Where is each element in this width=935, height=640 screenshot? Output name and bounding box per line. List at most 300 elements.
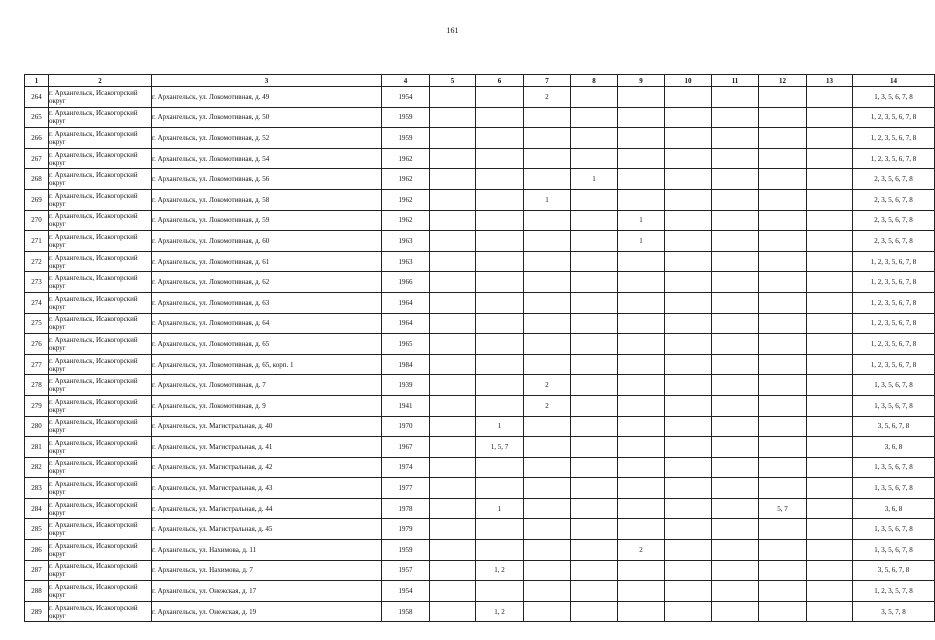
- col14-cell: 1, 3, 5, 6, 7, 8: [853, 540, 935, 561]
- col8-cell: [571, 334, 618, 355]
- col10-cell: [665, 251, 712, 272]
- col14-cell: 2, 3, 5, 6, 7, 8: [853, 169, 935, 190]
- address-cell: г. Архангельск, ул. Локомотивная, д. 62: [152, 272, 382, 293]
- row-number: 288: [25, 581, 49, 602]
- col13-cell: [807, 334, 853, 355]
- col6-cell: 1, 5, 7: [476, 437, 524, 458]
- col8-cell: [571, 292, 618, 313]
- column-header-1: 1: [25, 75, 49, 87]
- col9-cell: [618, 292, 665, 313]
- col5-cell: [430, 395, 476, 416]
- col5-cell: [430, 416, 476, 437]
- table-row: [25, 210, 935, 231]
- col13-cell: [807, 601, 853, 622]
- col12-cell: [759, 231, 807, 252]
- address-cell: г. Архангельск, ул. Локомотивная, д. 50: [152, 107, 382, 128]
- col8-cell: [571, 189, 618, 210]
- col14-cell: 1, 3, 5, 6, 7, 8: [853, 478, 935, 499]
- col13-cell: [807, 210, 853, 231]
- col5-cell: [430, 87, 476, 108]
- row-number: 276: [25, 334, 49, 355]
- address-cell: г. Архангельск, ул. Локомотивная, д. 56: [152, 169, 382, 190]
- col7-cell: 2: [524, 87, 571, 108]
- col14-cell: 2, 3, 5, 6, 7, 8: [853, 231, 935, 252]
- col10-cell: [665, 148, 712, 169]
- table-row: [25, 375, 935, 396]
- col7-cell: [524, 313, 571, 334]
- col14-cell: 1, 2, 3, 5, 6, 7, 8: [853, 272, 935, 293]
- row-number: 280: [25, 416, 49, 437]
- col6-cell: [476, 581, 524, 602]
- col12-cell: [759, 478, 807, 499]
- col6-cell: [476, 87, 524, 108]
- col12-cell: [759, 169, 807, 190]
- place-cell: г. Архангельск, Исакогорский округ: [49, 87, 152, 108]
- col6-cell: [476, 313, 524, 334]
- address-cell: г. Архангельск, ул. Нахимова, д. 7: [152, 560, 382, 581]
- col11-cell: [712, 540, 759, 561]
- col12-cell: [759, 375, 807, 396]
- col5-cell: [430, 272, 476, 293]
- col8-cell: [571, 128, 618, 149]
- table-row: [25, 478, 935, 499]
- year-cell: 1963: [382, 231, 430, 252]
- col6-cell: [476, 292, 524, 313]
- col9-cell: [618, 375, 665, 396]
- col8-cell: [571, 354, 618, 375]
- col7-cell: [524, 128, 571, 149]
- col8-cell: [571, 313, 618, 334]
- col14-cell: 1, 2, 3, 5, 6, 7, 8: [853, 251, 935, 272]
- year-cell: 1941: [382, 395, 430, 416]
- col8-cell: [571, 416, 618, 437]
- col11-cell: [712, 169, 759, 190]
- col13-cell: [807, 272, 853, 293]
- col9-cell: [618, 313, 665, 334]
- col10-cell: [665, 272, 712, 293]
- header-row: [25, 75, 935, 87]
- table-row: [25, 416, 935, 437]
- place-cell: г. Архангельск, Исакогорский округ: [49, 375, 152, 396]
- col13-cell: [807, 128, 853, 149]
- address-cell: г. Архангельск, ул. Локомотивная, д. 49: [152, 87, 382, 108]
- housing-table: [24, 74, 935, 622]
- col13-cell: [807, 519, 853, 540]
- column-header-9: 9: [618, 75, 665, 87]
- col10-cell: [665, 581, 712, 602]
- col10-cell: [665, 313, 712, 334]
- col12-cell: [759, 601, 807, 622]
- table-row: [25, 292, 935, 313]
- col12-cell: [759, 354, 807, 375]
- col7-cell: [524, 581, 571, 602]
- row-number: 277: [25, 354, 49, 375]
- col13-cell: [807, 169, 853, 190]
- col9-cell: 1: [618, 210, 665, 231]
- place-cell: г. Архангельск, Исакогорский округ: [49, 292, 152, 313]
- col11-cell: [712, 601, 759, 622]
- place-cell: г. Архангельск, Исакогорский округ: [49, 581, 152, 602]
- col6-cell: [476, 251, 524, 272]
- col7-cell: [524, 416, 571, 437]
- address-cell: г. Архангельск, ул. Нахимова, д. 11: [152, 540, 382, 561]
- col11-cell: [712, 87, 759, 108]
- table-row: [25, 231, 935, 252]
- page-number: 161: [446, 26, 459, 35]
- col10-cell: [665, 128, 712, 149]
- col14-cell: 3, 5, 6, 7, 8: [853, 416, 935, 437]
- address-cell: г. Архангельск, ул. Локомотивная, д. 59: [152, 210, 382, 231]
- table-row: [25, 395, 935, 416]
- row-number: 265: [25, 107, 49, 128]
- col7-cell: [524, 107, 571, 128]
- row-number: 281: [25, 437, 49, 458]
- col10-cell: [665, 334, 712, 355]
- col14-cell: 1, 2, 3, 5, 7, 8: [853, 581, 935, 602]
- col6-cell: [476, 210, 524, 231]
- col10-cell: [665, 292, 712, 313]
- address-cell: г. Архангельск, ул. Локомотивная, д. 9: [152, 395, 382, 416]
- col8-cell: 1: [571, 169, 618, 190]
- place-cell: г. Архангельск, Исакогорский округ: [49, 169, 152, 190]
- col6-cell: [476, 231, 524, 252]
- col5-cell: [430, 437, 476, 458]
- column-header-14: 14: [853, 75, 935, 87]
- col7-cell: [524, 272, 571, 293]
- col5-cell: [430, 251, 476, 272]
- place-cell: г. Архангельск, Исакогорский округ: [49, 128, 152, 149]
- column-header-11: 11: [712, 75, 759, 87]
- col13-cell: [807, 457, 853, 478]
- year-cell: 1984: [382, 354, 430, 375]
- table-row: [25, 334, 935, 355]
- place-cell: г. Архангельск, Исакогорский округ: [49, 189, 152, 210]
- col11-cell: [712, 292, 759, 313]
- col14-cell: 3, 6, 8: [853, 437, 935, 458]
- col13-cell: [807, 251, 853, 272]
- col10-cell: [665, 189, 712, 210]
- col11-cell: [712, 437, 759, 458]
- table-row: [25, 189, 935, 210]
- col13-cell: [807, 313, 853, 334]
- year-cell: 1970: [382, 416, 430, 437]
- col8-cell: [571, 457, 618, 478]
- col6-cell: [476, 395, 524, 416]
- col5-cell: [430, 334, 476, 355]
- col12-cell: [759, 416, 807, 437]
- col8-cell: [571, 581, 618, 602]
- table-row: [25, 107, 935, 128]
- col12-cell: [759, 292, 807, 313]
- col13-cell: [807, 437, 853, 458]
- col5-cell: [430, 457, 476, 478]
- row-number: 279: [25, 395, 49, 416]
- col7-cell: [524, 560, 571, 581]
- col5-cell: [430, 375, 476, 396]
- table-row: [25, 540, 935, 561]
- col5-cell: [430, 519, 476, 540]
- col8-cell: [571, 395, 618, 416]
- col11-cell: [712, 560, 759, 581]
- address-cell: г. Архангельск, ул. Локомотивная, д. 52: [152, 128, 382, 149]
- row-number: 273: [25, 272, 49, 293]
- col9-cell: [618, 416, 665, 437]
- col5-cell: [430, 540, 476, 561]
- col12-cell: [759, 87, 807, 108]
- col7-cell: [524, 457, 571, 478]
- col14-cell: 3, 5, 7, 8: [853, 601, 935, 622]
- col13-cell: [807, 581, 853, 602]
- place-cell: г. Архангельск, Исакогорский округ: [49, 231, 152, 252]
- table-row: [25, 581, 935, 602]
- col9-cell: [618, 189, 665, 210]
- col8-cell: [571, 478, 618, 499]
- place-cell: г. Архангельск, Исакогорский округ: [49, 107, 152, 128]
- col9-cell: [618, 107, 665, 128]
- column-header-7: 7: [524, 75, 571, 87]
- col8-cell: [571, 210, 618, 231]
- place-cell: г. Архангельск, Исакогорский округ: [49, 272, 152, 293]
- col9-cell: [618, 560, 665, 581]
- row-number: 285: [25, 519, 49, 540]
- place-cell: г. Архангельск, Исакогорский округ: [49, 416, 152, 437]
- table-row: [25, 437, 935, 458]
- col14-cell: 1, 2, 3, 5, 6, 7, 8: [853, 148, 935, 169]
- year-cell: 1957: [382, 560, 430, 581]
- col13-cell: [807, 395, 853, 416]
- col11-cell: [712, 519, 759, 540]
- col9-cell: [618, 354, 665, 375]
- col5-cell: [430, 128, 476, 149]
- year-cell: 1979: [382, 519, 430, 540]
- col10-cell: [665, 354, 712, 375]
- column-header-3: 3: [152, 75, 382, 87]
- year-cell: 1954: [382, 581, 430, 602]
- col7-cell: [524, 478, 571, 499]
- place-cell: г. Архангельск, Исакогорский округ: [49, 457, 152, 478]
- col8-cell: [571, 251, 618, 272]
- col12-cell: [759, 334, 807, 355]
- col11-cell: [712, 107, 759, 128]
- column-header-13: 13: [807, 75, 853, 87]
- col7-cell: [524, 519, 571, 540]
- col11-cell: [712, 478, 759, 499]
- place-cell: г. Архангельск, Исакогорский округ: [49, 437, 152, 458]
- col8-cell: [571, 87, 618, 108]
- col8-cell: [571, 519, 618, 540]
- row-number: 271: [25, 231, 49, 252]
- col13-cell: [807, 354, 853, 375]
- col12-cell: [759, 519, 807, 540]
- col12-cell: [759, 437, 807, 458]
- col14-cell: 1, 2, 3, 5, 6, 7, 8: [853, 107, 935, 128]
- col14-cell: 3, 5, 6, 7, 8: [853, 560, 935, 581]
- col14-cell: 1, 2, 3, 5, 6, 7, 8: [853, 313, 935, 334]
- col6-cell: [476, 334, 524, 355]
- col7-cell: [524, 292, 571, 313]
- col9-cell: [618, 457, 665, 478]
- address-cell: г. Архангельск, ул. Онежская, д. 17: [152, 581, 382, 602]
- year-cell: 1964: [382, 292, 430, 313]
- row-number: 275: [25, 313, 49, 334]
- col10-cell: [665, 457, 712, 478]
- col7-cell: [524, 334, 571, 355]
- place-cell: г. Архангельск, Исакогорский округ: [49, 354, 152, 375]
- col9-cell: [618, 581, 665, 602]
- col9-cell: [618, 519, 665, 540]
- col7-cell: [524, 210, 571, 231]
- col9-cell: [618, 87, 665, 108]
- col14-cell: 1, 3, 5, 6, 7, 8: [853, 87, 935, 108]
- col8-cell: [571, 375, 618, 396]
- row-number: 264: [25, 87, 49, 108]
- col13-cell: [807, 560, 853, 581]
- address-cell: г. Архангельск, ул. Локомотивная, д. 54: [152, 148, 382, 169]
- place-cell: г. Архангельск, Исакогорский округ: [49, 251, 152, 272]
- col8-cell: [571, 498, 618, 519]
- col5-cell: [430, 210, 476, 231]
- place-cell: г. Архангельск, Исакогорский округ: [49, 601, 152, 622]
- place-cell: г. Архангельск, Исакогорский округ: [49, 334, 152, 355]
- column-header-8: 8: [571, 75, 618, 87]
- address-cell: г. Архангельск, ул. Локомотивная, д. 64: [152, 313, 382, 334]
- col11-cell: [712, 231, 759, 252]
- column-header-10: 10: [665, 75, 712, 87]
- col12-cell: [759, 313, 807, 334]
- col11-cell: [712, 272, 759, 293]
- col5-cell: [430, 354, 476, 375]
- col11-cell: [712, 354, 759, 375]
- col9-cell: 2: [618, 540, 665, 561]
- col6-cell: [476, 189, 524, 210]
- column-header-5: 5: [430, 75, 476, 87]
- col5-cell: [430, 148, 476, 169]
- col10-cell: [665, 231, 712, 252]
- column-header-6: 6: [476, 75, 524, 87]
- address-cell: г. Архангельск, ул. Онежская, д. 19: [152, 601, 382, 622]
- place-cell: г. Архангельск, Исакогорский округ: [49, 560, 152, 581]
- year-cell: 1939: [382, 375, 430, 396]
- col11-cell: [712, 498, 759, 519]
- column-header-2: 2: [49, 75, 152, 87]
- col7-cell: [524, 251, 571, 272]
- col6-cell: [476, 128, 524, 149]
- table-row: [25, 251, 935, 272]
- col9-cell: [618, 601, 665, 622]
- year-cell: 1963: [382, 251, 430, 272]
- col8-cell: [571, 601, 618, 622]
- col7-cell: [524, 169, 571, 190]
- col6-cell: [476, 107, 524, 128]
- table-row: [25, 560, 935, 581]
- address-cell: г. Архангельск, ул. Локомотивная, д. 65: [152, 334, 382, 355]
- col13-cell: [807, 189, 853, 210]
- col8-cell: [571, 540, 618, 561]
- col7-cell: [524, 354, 571, 375]
- year-cell: 1962: [382, 148, 430, 169]
- col10-cell: [665, 478, 712, 499]
- col11-cell: [712, 210, 759, 231]
- year-cell: 1962: [382, 169, 430, 190]
- col9-cell: [618, 148, 665, 169]
- col7-cell: [524, 231, 571, 252]
- col9-cell: [618, 251, 665, 272]
- table-row: [25, 457, 935, 478]
- col11-cell: [712, 416, 759, 437]
- column-header-4: 4: [382, 75, 430, 87]
- col12-cell: [759, 581, 807, 602]
- col10-cell: [665, 395, 712, 416]
- row-number: 282: [25, 457, 49, 478]
- year-cell: 1954: [382, 87, 430, 108]
- col5-cell: [430, 292, 476, 313]
- row-number: 268: [25, 169, 49, 190]
- col10-cell: [665, 375, 712, 396]
- col9-cell: [618, 169, 665, 190]
- col12-cell: [759, 251, 807, 272]
- col8-cell: [571, 272, 618, 293]
- row-number: 287: [25, 560, 49, 581]
- table-row: [25, 498, 935, 519]
- year-cell: 1978: [382, 498, 430, 519]
- col9-cell: [618, 498, 665, 519]
- year-cell: 1958: [382, 601, 430, 622]
- col11-cell: [712, 395, 759, 416]
- table-row: [25, 601, 935, 622]
- col6-cell: [476, 519, 524, 540]
- col12-cell: [759, 395, 807, 416]
- col14-cell: 1, 3, 5, 6, 7, 8: [853, 395, 935, 416]
- col10-cell: [665, 601, 712, 622]
- col5-cell: [430, 498, 476, 519]
- table-row: [25, 148, 935, 169]
- col12-cell: [759, 540, 807, 561]
- year-cell: 1967: [382, 437, 430, 458]
- col7-cell: [524, 148, 571, 169]
- year-cell: 1974: [382, 457, 430, 478]
- col9-cell: 1: [618, 231, 665, 252]
- column-header-12: 12: [759, 75, 807, 87]
- col7-cell: [524, 540, 571, 561]
- col14-cell: 1, 2, 3, 5, 6, 7, 8: [853, 292, 935, 313]
- table-row: [25, 87, 935, 108]
- col9-cell: [618, 128, 665, 149]
- col8-cell: [571, 107, 618, 128]
- row-number: 266: [25, 128, 49, 149]
- table-row: [25, 354, 935, 375]
- year-cell: 1965: [382, 334, 430, 355]
- col6-cell: [476, 148, 524, 169]
- col10-cell: [665, 437, 712, 458]
- col7-cell: 1: [524, 189, 571, 210]
- place-cell: г. Архангельск, Исакогорский округ: [49, 519, 152, 540]
- col7-cell: [524, 498, 571, 519]
- col14-cell: 1, 3, 5, 6, 7, 8: [853, 519, 935, 540]
- year-cell: 1977: [382, 478, 430, 499]
- col10-cell: [665, 87, 712, 108]
- row-number: 272: [25, 251, 49, 272]
- col11-cell: [712, 375, 759, 396]
- col10-cell: [665, 540, 712, 561]
- col12-cell: 5, 7: [759, 498, 807, 519]
- table-row: [25, 519, 935, 540]
- address-cell: г. Архангельск, ул. Магистральная, д. 44: [152, 498, 382, 519]
- col9-cell: [618, 272, 665, 293]
- col9-cell: [618, 478, 665, 499]
- col5-cell: [430, 601, 476, 622]
- col14-cell: 1, 3, 5, 6, 7, 8: [853, 457, 935, 478]
- col5-cell: [430, 231, 476, 252]
